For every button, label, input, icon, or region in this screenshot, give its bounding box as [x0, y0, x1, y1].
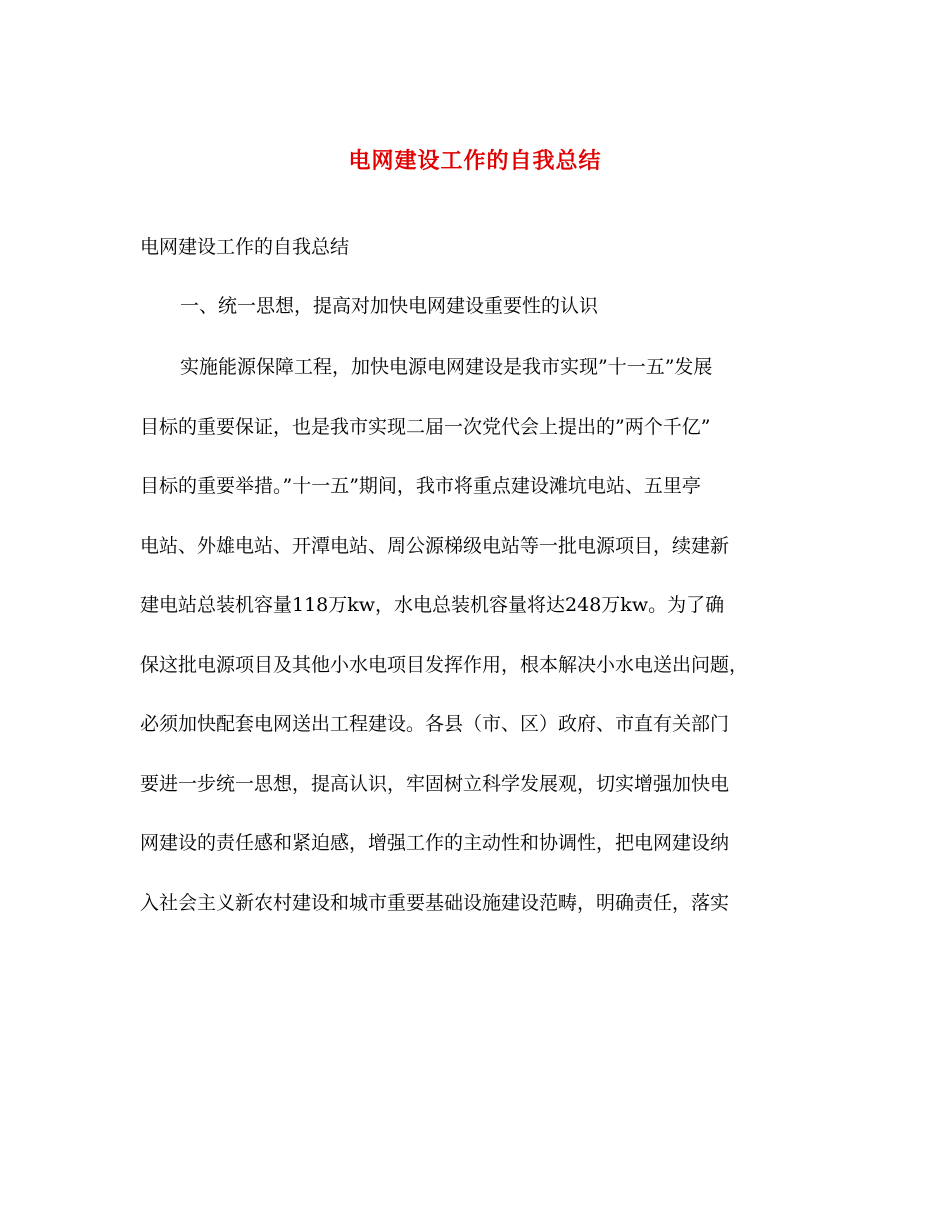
paragraph-line: 保这批电源项目及其他小水电项目发挥作用，根本解决小水电送出问题， [140, 653, 749, 676]
paragraph-line: 目标的重要举措。”十一五”期间，我市将重点建设滩坑电站、五里亭 [140, 475, 701, 497]
paragraph-line: 必须加快配套电网送出工程建设。各县（市、区）政府、市直有关部门 [140, 713, 730, 735]
document-subtitle: 电网建设工作的自我总结 [140, 236, 350, 258]
section-heading: 一、统一思想，提高对加快电网建设重要性的认识 [180, 295, 599, 317]
paragraph-line: 电站、外雄电站、开潭电站、周公源梯级电站等一批电源项目，续建新 [140, 534, 730, 557]
body-paragraph [140, 353, 820, 948]
paragraph-line: 网建设的责任感和紧迫感，增强工作的主动性和协调性，把电网建设纳 [140, 832, 730, 854]
paragraph-line: 入社会主义新农村建设和城市重要基础设施建设范畴，明确责任，落实 [140, 891, 730, 914]
paragraph-line: 目标的重要保证，也是我市实现二届一次党代会上提出的”两个千亿” [140, 415, 711, 438]
document-title: 电网建设工作的自我总结 [348, 148, 602, 174]
paragraph-line: 建电站总装机容量118万kw，水电总装机容量将达248万kw。为了确 [140, 594, 725, 616]
paragraph-line: 要进一步统一思想，提高认识，牢固树立科学发展观，切实增强加快电 [140, 772, 730, 795]
paragraph-line: 实施能源保障工程，加快电源电网建设是我市实现”十一五”发展 [180, 356, 713, 378]
